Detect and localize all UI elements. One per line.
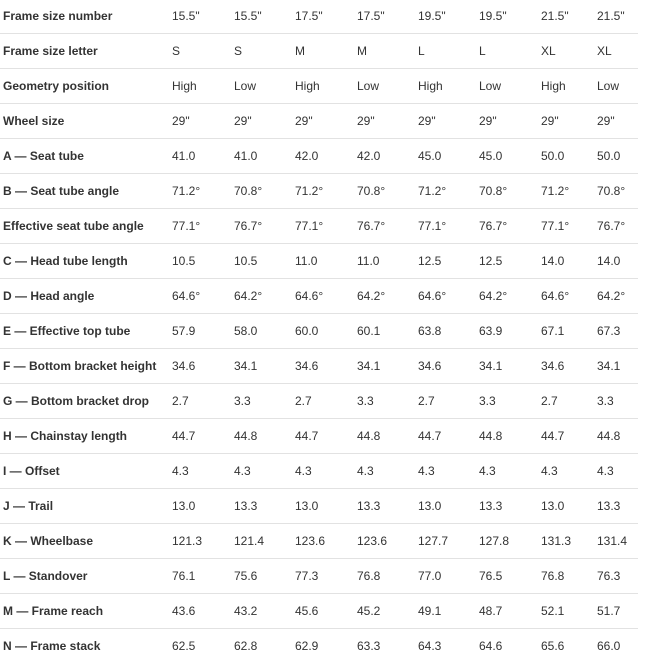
table-cell: 13.0 <box>418 489 479 524</box>
table-cell: 4.3 <box>597 454 638 489</box>
table-row <box>0 209 638 244</box>
table-cell: 64.6° <box>541 279 597 314</box>
table-cell: High <box>418 69 479 104</box>
table-cell: 42.0 <box>295 139 357 174</box>
row-label: M — Frame reach <box>0 594 172 629</box>
table-cell: 51.7 <box>597 594 638 629</box>
table-cell: 62.9 <box>295 629 357 663</box>
table-cell: L <box>418 34 479 69</box>
table-cell: 34.6 <box>172 349 234 384</box>
table-cell: 43.6 <box>172 594 234 629</box>
table-cell: 4.3 <box>418 454 479 489</box>
table-cell: 29" <box>541 104 597 139</box>
row-label: D — Head angle <box>0 279 172 314</box>
table-cell: 15.5" <box>234 0 295 34</box>
table-cell: 2.7 <box>172 384 234 419</box>
table-cell: 44.8 <box>479 419 541 454</box>
table-cell: 76.7° <box>357 209 418 244</box>
row-label: C — Head tube length <box>0 244 172 279</box>
table-cell: 58.0 <box>234 314 295 349</box>
table-row <box>0 594 638 629</box>
table-cell: S <box>172 34 234 69</box>
table-cell: 77.3 <box>295 559 357 594</box>
table-cell: 44.7 <box>172 419 234 454</box>
table-cell: L <box>479 34 541 69</box>
table-cell: 4.3 <box>172 454 234 489</box>
table-cell: 21.5" <box>541 0 597 34</box>
table-cell: 62.8 <box>234 629 295 663</box>
table-cell: 66.0 <box>597 629 638 663</box>
table-cell: 13.3 <box>357 489 418 524</box>
table-cell: 57.9 <box>172 314 234 349</box>
table-cell: 64.3 <box>418 629 479 663</box>
table-row <box>0 349 638 384</box>
table-cell: 4.3 <box>541 454 597 489</box>
table-cell: Low <box>234 69 295 104</box>
table-cell: 123.6 <box>357 524 418 559</box>
table-row <box>0 174 638 209</box>
table-cell: 64.2° <box>357 279 418 314</box>
table-cell: 121.4 <box>234 524 295 559</box>
table-cell: 13.3 <box>597 489 638 524</box>
table-cell: 76.1 <box>172 559 234 594</box>
table-cell: 76.7° <box>479 209 541 244</box>
row-label: K — Wheelbase <box>0 524 172 559</box>
table-cell: 34.1 <box>597 349 638 384</box>
table-row <box>0 314 638 349</box>
table-cell: 4.3 <box>357 454 418 489</box>
table-cell: 77.1° <box>295 209 357 244</box>
table-cell: 48.7 <box>479 594 541 629</box>
table-cell: 34.1 <box>479 349 541 384</box>
table-row <box>0 454 638 489</box>
table-cell: 65.6 <box>541 629 597 663</box>
row-label: Geometry position <box>0 69 172 104</box>
table-cell: 19.5" <box>418 0 479 34</box>
table-cell: 44.7 <box>418 419 479 454</box>
table-cell: 13.3 <box>234 489 295 524</box>
table-row <box>0 524 638 559</box>
row-label: A — Seat tube <box>0 139 172 174</box>
table-cell: 44.8 <box>597 419 638 454</box>
table-row <box>0 0 638 34</box>
table-cell: 34.1 <box>234 349 295 384</box>
table-cell: 10.5 <box>234 244 295 279</box>
table-cell: 15.5" <box>172 0 234 34</box>
table-cell: M <box>357 34 418 69</box>
table-cell: 45.2 <box>357 594 418 629</box>
table-cell: 42.0 <box>357 139 418 174</box>
row-label: F — Bottom bracket height <box>0 349 172 384</box>
table-cell: 52.1 <box>541 594 597 629</box>
table-cell: 41.0 <box>234 139 295 174</box>
table-row <box>0 279 638 314</box>
row-label: J — Trail <box>0 489 172 524</box>
table-cell: 60.1 <box>357 314 418 349</box>
table-cell: 76.7° <box>234 209 295 244</box>
table-cell: 44.7 <box>541 419 597 454</box>
table-cell: 34.6 <box>418 349 479 384</box>
table-cell: 49.1 <box>418 594 479 629</box>
table-cell: M <box>295 34 357 69</box>
table-cell: 17.5" <box>295 0 357 34</box>
table-cell: 43.2 <box>234 594 295 629</box>
table-cell: 76.3 <box>597 559 638 594</box>
table-cell: XL <box>597 34 638 69</box>
table-row <box>0 104 638 139</box>
table-cell: 21.5" <box>597 0 638 34</box>
table-cell: 63.9 <box>479 314 541 349</box>
table-cell: 70.8° <box>357 174 418 209</box>
table-cell: 3.3 <box>357 384 418 419</box>
table-cell: 2.7 <box>295 384 357 419</box>
table-cell: 63.3 <box>357 629 418 663</box>
table-cell: 70.8° <box>597 174 638 209</box>
table-cell: 60.0 <box>295 314 357 349</box>
table-cell: 2.7 <box>541 384 597 419</box>
table-cell: 70.8° <box>234 174 295 209</box>
table-cell: Low <box>597 69 638 104</box>
row-label: L — Standover <box>0 559 172 594</box>
table-row <box>0 139 638 174</box>
table-row <box>0 489 638 524</box>
table-cell: 67.3 <box>597 314 638 349</box>
table-cell: 71.2° <box>418 174 479 209</box>
row-label: E — Effective top tube <box>0 314 172 349</box>
table-cell: 71.2° <box>541 174 597 209</box>
table-cell: 71.2° <box>295 174 357 209</box>
table-cell: 50.0 <box>541 139 597 174</box>
table-cell: 34.6 <box>541 349 597 384</box>
table-cell: 76.7° <box>597 209 638 244</box>
table-cell: 14.0 <box>541 244 597 279</box>
table-cell: 50.0 <box>597 139 638 174</box>
table-cell: 13.3 <box>479 489 541 524</box>
table-row <box>0 629 638 663</box>
table-cell: 29" <box>479 104 541 139</box>
table-cell: 17.5" <box>357 0 418 34</box>
table-row <box>0 384 638 419</box>
row-label: G — Bottom bracket drop <box>0 384 172 419</box>
table-row <box>0 559 638 594</box>
table-cell: 44.7 <box>295 419 357 454</box>
table-cell: 4.3 <box>295 454 357 489</box>
table-cell: 67.1 <box>541 314 597 349</box>
table-cell: 3.3 <box>597 384 638 419</box>
table-cell: 34.1 <box>357 349 418 384</box>
table-cell: 77.1° <box>172 209 234 244</box>
table-cell: 63.8 <box>418 314 479 349</box>
table-cell: 121.3 <box>172 524 234 559</box>
table-row <box>0 419 638 454</box>
table-cell: 45.6 <box>295 594 357 629</box>
table-cell: 123.6 <box>295 524 357 559</box>
table-cell: 45.0 <box>479 139 541 174</box>
table-cell: 75.6 <box>234 559 295 594</box>
table-cell: 34.6 <box>295 349 357 384</box>
table-cell: Low <box>479 69 541 104</box>
table-cell: 127.7 <box>418 524 479 559</box>
table-cell: 71.2° <box>172 174 234 209</box>
row-label: Effective seat tube angle <box>0 209 172 244</box>
row-label: Frame size number <box>0 0 172 34</box>
table-cell: 62.5 <box>172 629 234 663</box>
row-label: N — Frame stack <box>0 629 172 663</box>
table-cell: 29" <box>357 104 418 139</box>
row-label: H — Chainstay length <box>0 419 172 454</box>
table-cell: 64.6° <box>295 279 357 314</box>
table-cell: 131.4 <box>597 524 638 559</box>
table-cell: 45.0 <box>418 139 479 174</box>
table-cell: 13.0 <box>172 489 234 524</box>
row-label: Frame size letter <box>0 34 172 69</box>
table-cell: 12.5 <box>418 244 479 279</box>
row-label: Wheel size <box>0 104 172 139</box>
table-cell: 11.0 <box>357 244 418 279</box>
table-cell: XL <box>541 34 597 69</box>
table-cell: S <box>234 34 295 69</box>
table-cell: 3.3 <box>479 384 541 419</box>
table-cell: 44.8 <box>234 419 295 454</box>
table-cell: 13.0 <box>295 489 357 524</box>
table-cell: 29" <box>597 104 638 139</box>
table-cell: 13.0 <box>541 489 597 524</box>
table-cell: 76.5 <box>479 559 541 594</box>
table-cell: 76.8 <box>357 559 418 594</box>
table-cell: High <box>541 69 597 104</box>
table-cell: 4.3 <box>234 454 295 489</box>
table-cell: 64.2° <box>234 279 295 314</box>
table-cell: 12.5 <box>479 244 541 279</box>
table-cell: High <box>295 69 357 104</box>
table-cell: 131.3 <box>541 524 597 559</box>
table-cell: 70.8° <box>479 174 541 209</box>
table-cell: 64.2° <box>597 279 638 314</box>
table-cell: 127.8 <box>479 524 541 559</box>
table-cell: 64.6 <box>479 629 541 663</box>
table-cell: 29" <box>418 104 479 139</box>
table-cell: 2.7 <box>418 384 479 419</box>
table-row <box>0 69 638 104</box>
row-label: I — Offset <box>0 454 172 489</box>
table-cell: Low <box>357 69 418 104</box>
row-label: B — Seat tube angle <box>0 174 172 209</box>
table-cell: 41.0 <box>172 139 234 174</box>
table-row <box>0 244 638 279</box>
table-cell: 4.3 <box>479 454 541 489</box>
table-cell: 29" <box>234 104 295 139</box>
table-cell: 3.3 <box>234 384 295 419</box>
table-cell: 64.6° <box>418 279 479 314</box>
table-cell: 44.8 <box>357 419 418 454</box>
table-cell: 29" <box>172 104 234 139</box>
table-cell: 77.0 <box>418 559 479 594</box>
table-cell: 64.2° <box>479 279 541 314</box>
table-cell: 14.0 <box>597 244 638 279</box>
table-row <box>0 34 638 69</box>
table-cell: 76.8 <box>541 559 597 594</box>
table-cell: High <box>172 69 234 104</box>
table-cell: 10.5 <box>172 244 234 279</box>
table-cell: 64.6° <box>172 279 234 314</box>
table-cell: 77.1° <box>418 209 479 244</box>
table-cell: 77.1° <box>541 209 597 244</box>
table-cell: 19.5" <box>479 0 541 34</box>
table-cell: 11.0 <box>295 244 357 279</box>
table-cell: 29" <box>295 104 357 139</box>
